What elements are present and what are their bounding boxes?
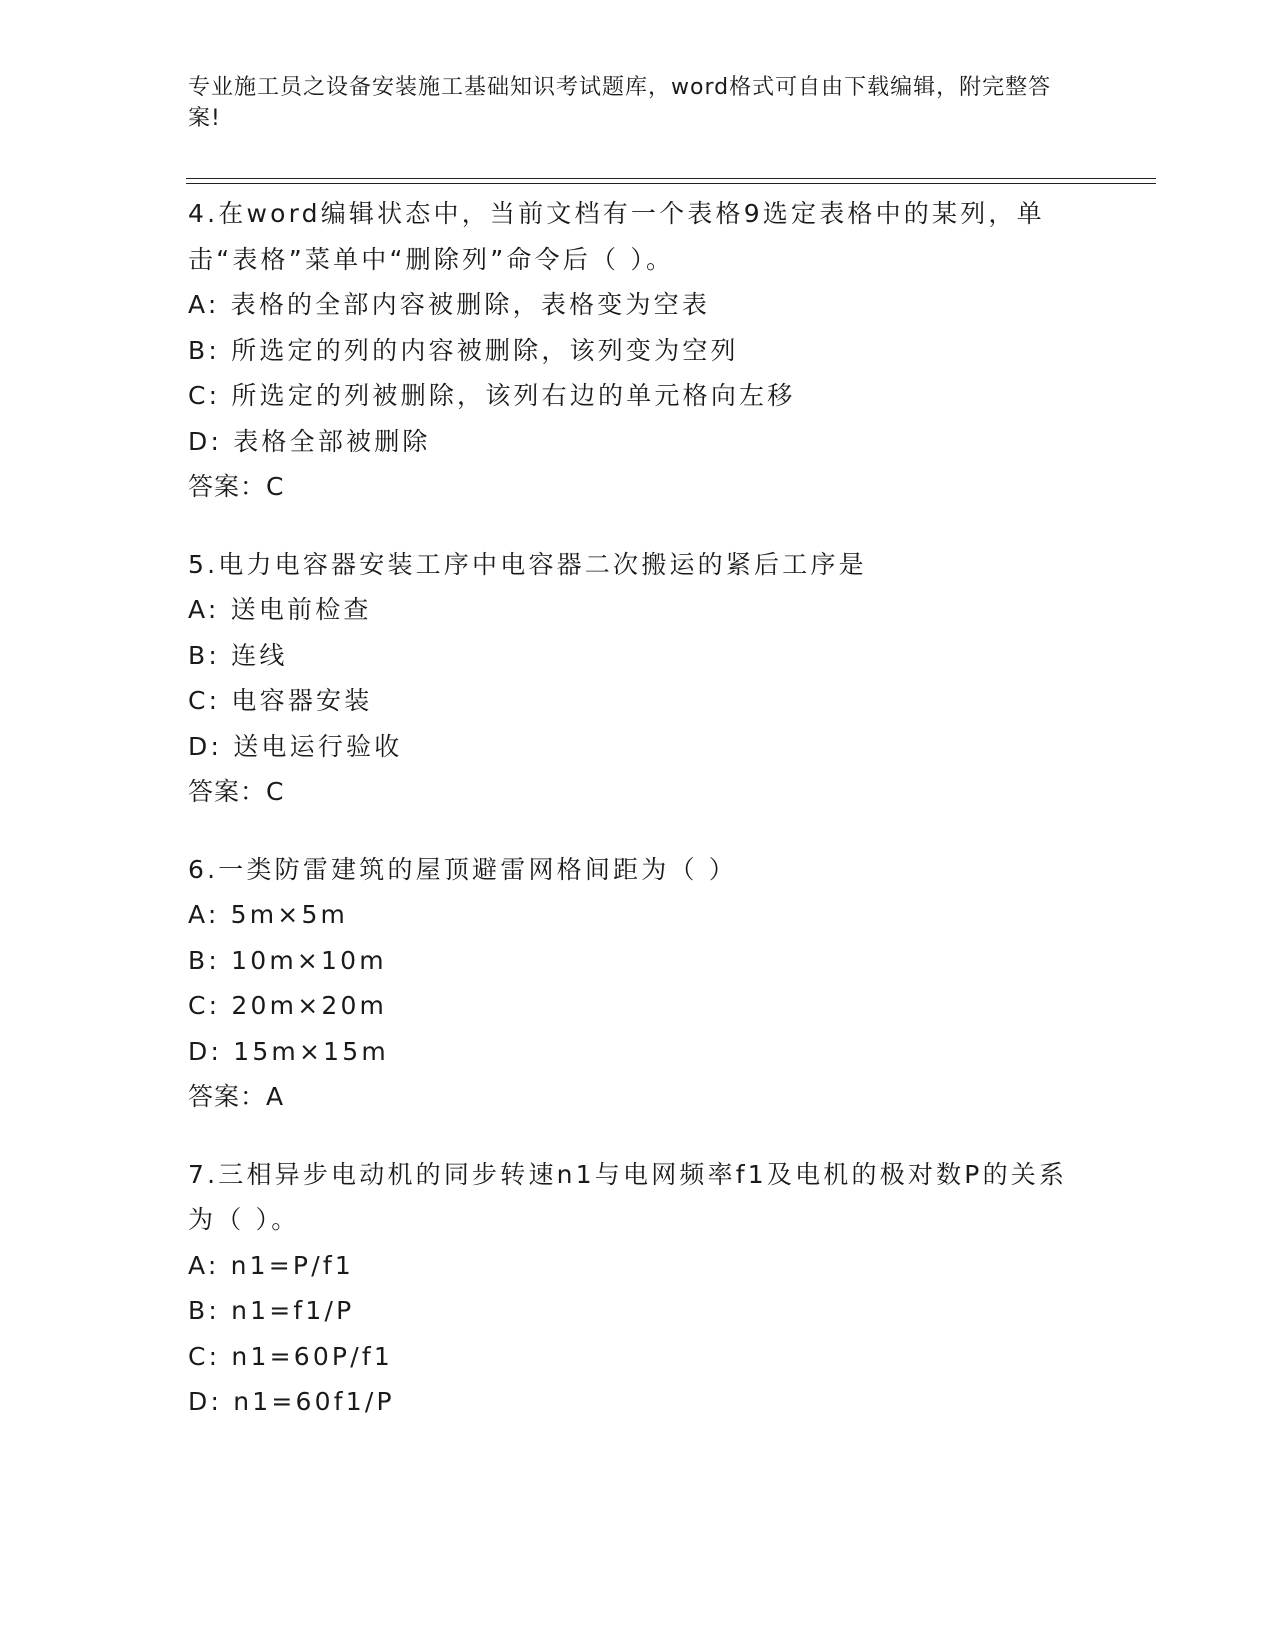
option-c: C: 电容器安装 xyxy=(188,686,373,715)
option-a: A: 表格的全部内容被删除，表格变为空表 xyxy=(188,290,711,319)
question-4 xyxy=(188,191,1088,510)
question-text: 6.一类防雷建筑的屋顶避雷网格间距为（ ） xyxy=(188,854,738,884)
question-list xyxy=(188,191,1088,1457)
answer: 答案：C xyxy=(188,777,285,806)
header-divider-top xyxy=(186,178,1156,179)
question-text: 5.电力电容器安装工序中电容器二次搬运的紧后工序是 xyxy=(188,549,867,579)
answer: 答案：A xyxy=(188,1082,285,1111)
answer: 答案：C xyxy=(188,472,285,501)
option-c: C: 所选定的列被删除，该列右边的单元格向左移 xyxy=(188,381,796,410)
option-a: A: n1=P/f1 xyxy=(188,1250,354,1280)
option-d: D: 15m×15m xyxy=(188,1036,389,1066)
option-b: B: 连线 xyxy=(188,640,288,670)
option-d: D: 送电运行验收 xyxy=(188,731,403,761)
option-b: B: 10m×10m xyxy=(188,945,387,975)
header-divider-bottom xyxy=(186,183,1156,184)
question-text: 7.三相异步电动机的同步转速n1与电网频率f1及电机的极对数P的关系为（ ）。 xyxy=(188,1159,1068,1234)
document-header: 专业施工员之设备安装施工基础知识考试题库，word格式可自由下载编辑，附完整答案! xyxy=(188,75,1052,131)
question-6 xyxy=(188,847,1088,1120)
option-b: B: 所选定的列的内容被删除，该列变为空列 xyxy=(188,335,739,365)
option-a: A: 送电前检查 xyxy=(188,595,372,624)
option-c: C: n1=60P/f1 xyxy=(188,1341,393,1371)
option-d: D: n1=60f1/P xyxy=(188,1387,395,1416)
option-d: D: 表格全部被删除 xyxy=(188,426,431,456)
question-5 xyxy=(188,542,1088,815)
option-b: B: n1=f1/P xyxy=(188,1296,355,1325)
question-7 xyxy=(188,1152,1088,1425)
option-c: C: 20m×20m xyxy=(188,991,388,1020)
option-a: A: 5m×5m xyxy=(188,900,349,929)
question-text: 4.在word编辑状态中，当前文档有一个表格9选定表格中的某列，单击“表格”菜单中“删除列”命令后（ ）。 xyxy=(188,199,1045,274)
